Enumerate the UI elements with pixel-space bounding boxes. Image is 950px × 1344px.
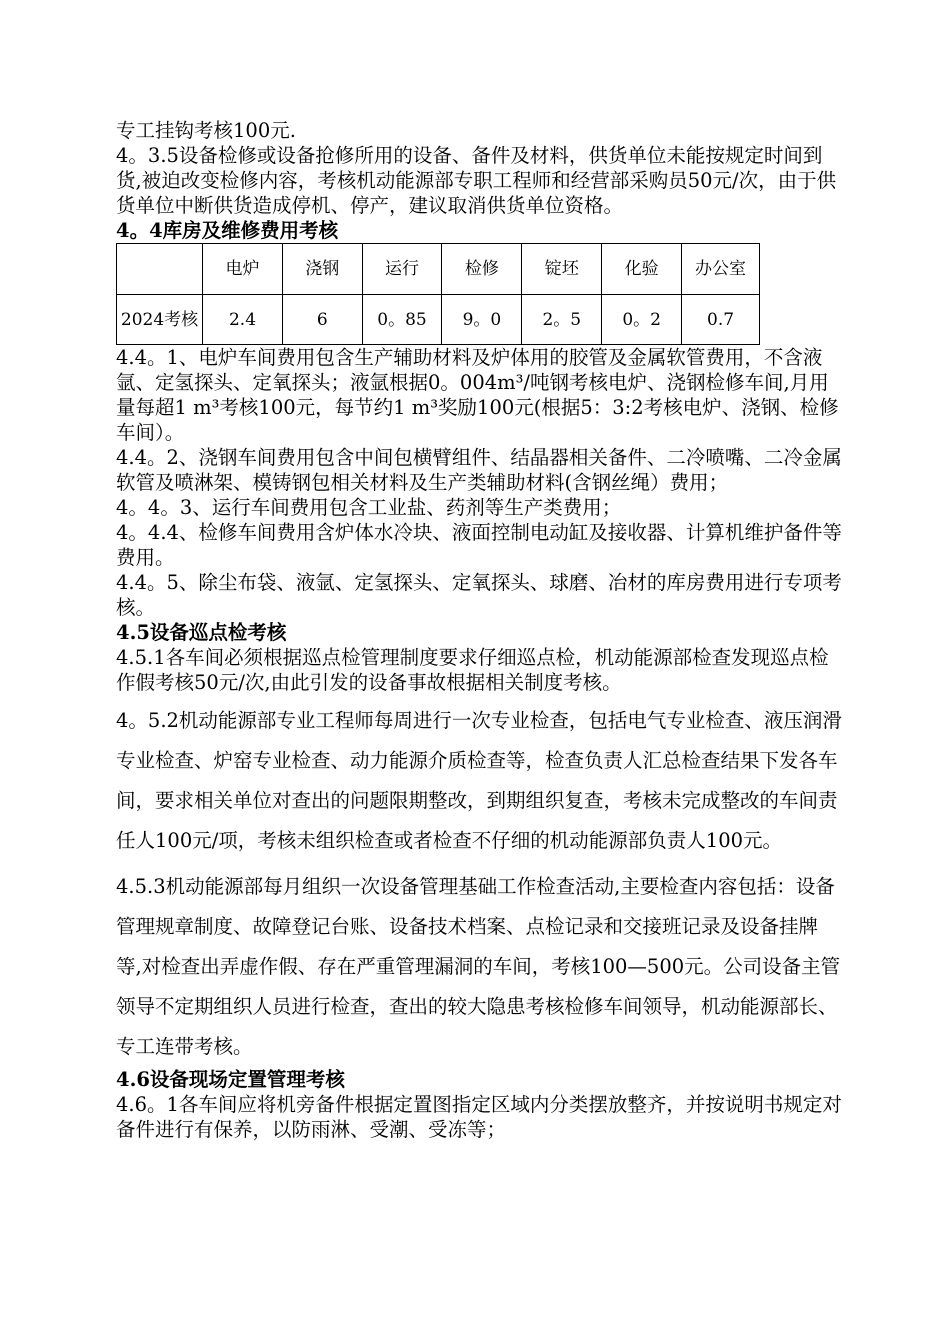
table-cell: 0。85 bbox=[362, 295, 442, 345]
table-header-cell: 锭坯 bbox=[522, 244, 602, 295]
table-header-cell: 电炉 bbox=[203, 244, 283, 295]
table-cell: 6 bbox=[282, 295, 362, 345]
table-cell: 2。5 bbox=[522, 295, 602, 345]
table-header-cell: 化验 bbox=[602, 244, 682, 295]
table-header-cell: 浇钢 bbox=[282, 244, 362, 295]
table-cell: 0.7 bbox=[682, 295, 760, 345]
paragraph-4-4-3: 4。4。3、运行车间费用包含工业盐、药剂等生产类费用； bbox=[116, 496, 622, 519]
paragraph-4-6-1: 4.6。1各车间应将机旁备件根据定置图指定区域内分类摆放整齐，并按说明书规定对备件进行有保养，以防雨淋、受潮、受冻等； bbox=[116, 1093, 842, 1141]
table-row-label: 2024考核 bbox=[117, 295, 203, 345]
table-header-cell: 检修 bbox=[442, 244, 522, 295]
paragraph-4-5-1: 4.5.1各车间必须根据巡点检管理制度要求仔细巡点检，机动能源部检查发现巡点检作假考核50元/次,由此引发的设备事故根据相关制度考核。 bbox=[116, 646, 829, 694]
heading-4-5: 4.5设备巡点检考核 bbox=[116, 621, 287, 644]
heading-4-4: 4。4库房及维修费用考核 bbox=[116, 219, 339, 242]
paragraph-4-4-2: 4.4。2、浇钢车间费用包含中间包横臂组件、结晶器相关备件、二冷喷嘴、二冷金属软管及喷淋架、模铸钢包相关材料及生产类辅助材料(含钢丝绳）费用； bbox=[116, 446, 842, 494]
document-page bbox=[116, 118, 842, 1142]
paragraph-4-4-4: 4。4.4、检修车间费用含炉体水冷块、液面控制电动缸及接收器、计算机维护备件等费用。 bbox=[116, 521, 842, 569]
paragraph-4-3-5: 4。3.5设备检修或设备抢修所用的设备、备件及材料，供货单位未能按规定时间到货,被迫改变检修内容，考核机动能源部专职工程师和经营部采购员50元/次，由于供货单位中断供货造成停机、停产，建议取消供货单位资格。 bbox=[116, 144, 837, 217]
paragraph-assessment-fee: 专工挂钩考核100元. bbox=[116, 119, 296, 142]
table-header-cell: 运行 bbox=[362, 244, 442, 295]
table-cell: 9。0 bbox=[442, 295, 522, 345]
paragraph-4-4-5: 4.4。5、除尘布袋、液氩、定氢探头、定氧探头、球磨、冶材的库房费用进行专项考核。 bbox=[116, 571, 842, 619]
table-header-row bbox=[117, 244, 760, 295]
paragraph-4-5-3: 4.5.3机动能源部每月组织一次设备管理基础工作检查活动,主要检查内容包括：设备管理规章制度、故障登记台账、设备技术档案、点检记录和交接班记录及设备挂牌等,对检查出弄虚作假、存在严重管理漏洞的车间，考核100—500元。公司设备主管领导不定期组织人员进行检查，查出的较大隐患考核检修车间领导，机动能源部长、专工连带考核。 bbox=[116, 875, 841, 1058]
paragraph-4-4-1: 4.4。1、电炉车间费用包含生产辅助材料及炉体用的胶管及金属软管费用，不含液氩、定氢探头、定氧探头；液氩根据0。004m³/吨钢考核电炉、浇钢检修车间,月用量每超1 m³考核100元，每节约1 m³奖励100元(根据5：3:2考核电炉、浇钢、检修车间）。 bbox=[116, 346, 839, 444]
table-cell: 2.4 bbox=[203, 295, 283, 345]
paragraph-4-5-2: 4。5.2机动能源部专业工程师每周进行一次专业检查，包括电气专业检查、液压润滑专业检查、炉窑专业检查、动力能源介质检查等，检查负责人汇总检查结果下发各车间，要求相关单位对查出的问题限期整改，到期组织复查，考核未完成整改的车间责任人100元/项，考核未组织检查或者检查不仔细的机动能源部负责人100元。 bbox=[116, 709, 842, 852]
table-row bbox=[117, 295, 760, 345]
table-header-cell bbox=[117, 244, 203, 295]
table-cell: 0。2 bbox=[602, 295, 682, 345]
table-header-cell: 办公室 bbox=[682, 244, 760, 295]
heading-4-6: 4.6设备现场定置管理考核 bbox=[116, 1068, 345, 1091]
cost-assessment-table bbox=[116, 243, 760, 345]
